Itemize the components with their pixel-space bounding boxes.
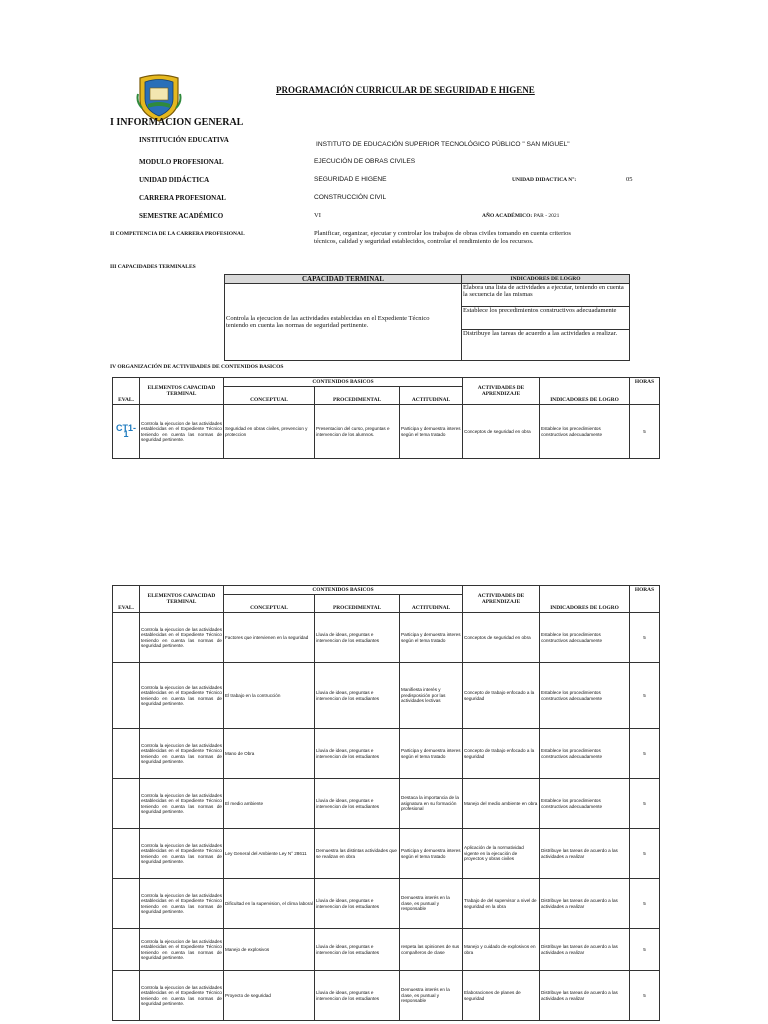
actitudinal-cell: Manifiesta interés y predisposición por las actividades lectivas [400,663,463,729]
header-eval: EVAL. [113,378,140,405]
conceptual-cell: El trabajo en la contrucción [224,663,315,729]
header-elementos: ELEMENTOS CAPACIDAD TERMINAL [140,378,224,405]
header-eval: EVAL. [113,586,140,613]
competencia-text-line1: Planificar, organizar, ejecutar y controlar los trabajos de obras civiles tomando en cuenta criterios [314,230,571,237]
actividades-cell: Aplicación de la normatividad vigente en la ejecución de proyectos y obras civiles [463,829,540,879]
header-actividades: ACTIVIDADES DE APRENDIZAJE [463,378,540,405]
conceptual-cell: El medio ambiente [224,779,315,829]
table-row [113,779,660,829]
actitudinal-cell: Participa y demuestra interes según el tema tratado [400,729,463,779]
table-row [113,405,660,459]
col-capacidad-terminal: CAPACIDAD TERMINAL [225,275,462,284]
table-row [113,663,660,729]
procedimental-cell: Demuestra las distintas actividades que se realizan en obra [315,829,400,879]
actitudinal-cell: Demuestra interés en la clase, es puntual y responsable [400,971,463,1021]
indicadores-cell: Distribuye las tareas de acuerdo a las actividades a realizar [540,971,630,1021]
horas-cell: 5 [630,405,660,459]
semestre-label: SEMESTRE ACADÉMICO [139,212,224,220]
elemento-cell: Controla la ejecucion de las actividades establecidas en el Expediente Técnico teniendo en cuenta las normas de seguridad pertinente. [140,879,224,929]
horas-cell: 5 [630,971,660,1021]
anio-academico [482,213,559,219]
conceptual-cell: Ley General del Ambiente Ley N° 28611 [224,829,315,879]
procedimental-cell: Lluvia de ideas, preguntas e intervencion de los estudiantes [315,663,400,729]
eval-code [113,663,140,729]
conceptual-cell: Dificultad en la supervision, el clima laboral [224,879,315,929]
indicador-logro: Establece los precedimientos constructivos adecuadamente [462,307,630,330]
eval-code [113,729,140,779]
capacidad-terminal-table [224,274,630,361]
section-heading-informacion-general: I INFORMACION GENERAL [110,117,244,128]
horas-cell: 5 [630,779,660,829]
procedimental-cell: Lluvia de ideas, preguntas e intervencion de los estudiantes [315,971,400,1021]
procedimental-cell: Lluvia de ideas, preguntas e intervencion de los estudiantes [315,929,400,971]
header-horas: HORAS [630,586,660,613]
conceptual-cell: Seguridad en obras civiles, prevencion y proteccion [224,405,315,459]
unidad-value: SEGURIDAD E HIGENE [314,176,387,183]
indicador-logro: Distribuye las tareas de acuerdo a las actividades a realizar. [462,330,630,361]
eval-code [113,879,140,929]
horas-cell: 5 [630,879,660,929]
carrera-value: CONSTRUCCIÓN CIVIL [314,194,387,201]
indicadores-cell: Establece los procedimientos constructivos adecuadamente [540,613,630,663]
competencia-text-line2: técnicos, calidad y seguridad establecidos, controlar el rendimiento de los recursos. [314,238,534,245]
semestre-value: VI [314,212,321,219]
institution-crest-icon [136,72,182,122]
conceptual-cell: Factores que intervienen en la seguridad [224,613,315,663]
unidad-label: UNIDAD DIDÁCTICA [139,176,210,184]
header-horas: HORAS [630,378,660,405]
actividades-cell: Conceptos de seguridad en obra [463,405,540,459]
contenidos-table-2 [112,585,660,1021]
indicadores-cell: Distribuye las tareas de acuerdo a las actividades a realizar [540,929,630,971]
actitudinal-cell: Demuestra interés en la clase, es puntual y responsable [400,879,463,929]
modulo-label: MODULO PROFESIONAL [139,158,224,166]
capacidad-text-line1: Controla la ejecucion de las actividades establecidas en el Expediente Técnico [226,315,430,322]
horas-cell: 5 [630,613,660,663]
anio-value: PAR - 2021 [533,213,560,219]
header-actividades: ACTIVIDADES DE APRENDIZAJE [463,586,540,613]
section-heading-capacidades: III CAPACIDADES TERMINALES [110,264,196,270]
elemento-cell: Controla la ejecucion de las actividades establecidas en el Expediente Técnico teniendo en cuenta las normas de seguridad pertinente. [140,971,224,1021]
horas-cell: 5 [630,829,660,879]
eval-code [113,779,140,829]
horas-cell: 5 [630,729,660,779]
header-indicadores: INDICADORES DE LOGRO [540,586,630,613]
table-row [113,829,660,879]
header-contenidos: CONTENIDOS BASICOS [224,586,463,595]
actividades-cell: Conceptos de seguridad en obra [463,613,540,663]
unidad-numero-value: 05 [626,176,633,183]
indicadores-cell: Establece los precedimientos constructivos adecuadamente [540,405,630,459]
header-elementos: ELEMENTOS CAPACIDAD TERMINAL [140,586,224,613]
elemento-cell: Controla la ejecucion de las actividades establecidas en el Expediente Técnico teniendo en cuenta las normas de seguridad pertinente. [140,405,224,459]
elemento-cell: Controla la ejecucion de las actividades establecidas en el Expediente Técnico teniendo en cuenta las normas de seguridad pertinente. [140,929,224,971]
horas-cell: 5 [630,663,660,729]
eval-code [113,613,140,663]
actitudinal-cell: respeta las opiniones de sus compañeros de clase [400,929,463,971]
indicadores-cell: Distribuye las tareas de acuerdo a las actividades a realizar [540,829,630,879]
header-conceptual: CONCEPTUAL [224,595,315,613]
table-row [113,613,660,663]
modulo-value: EJECUCIÓN DE OBRAS CIVILES [314,158,416,165]
procedimental-cell: Lluvia de ideas, preguntas e intervencion de los estudiantes [315,729,400,779]
procedimental-cell: Lluvia de ideas, preguntas e intervencion de los estudiantes [315,879,400,929]
procedimental-cell: Presentacion del curso, preguntas e intervencion de los alumnos. [315,405,400,459]
contenidos-rows [113,613,660,1021]
header-procedimental: PROCEDIMENTAL [315,387,400,405]
header-indicadores: INDICADORES DE LOGRO [540,378,630,405]
eval-code: CT1-1 [113,405,140,459]
elemento-cell: Controla la ejecucion de las actividades establecidas en el Expediente Técnico teniendo en cuenta las normas de seguridad pertinente. [140,779,224,829]
eval-code [113,829,140,879]
table-row [113,729,660,779]
indicadores-cell: Establece los procedimientos constructivos adecuadamente [540,729,630,779]
table-row [113,929,660,971]
section-heading-competencia: II COMPETENCIA DE LA CARRERA PROFESIONAL [110,231,245,237]
header-contenidos: CONTENIDOS BASICOS [224,378,463,387]
horas-cell: 5 [630,929,660,971]
institucion-value: INSTITUTO DE EDUCACIÓN SUPERIOR TECNOLÓGICO PÚBLICO " SAN MIGUEL" [316,141,570,148]
procedimental-cell: Lluvia de ideas, preguntas e intervencion de los estudiantes [315,613,400,663]
indicadores-cell: Establece los procedimientos constructivos adecuadamente [540,663,630,729]
carrera-label: CARRERA PROFESIONAL [139,194,226,202]
procedimental-cell: Lluvia de ideas, preguntas e intervencion de los estudiantes [315,779,400,829]
actitudinal-cell: Destaca la importancia de la asignatura en su formación profesional [400,779,463,829]
indicadores-cell: Establece los procedimientos constructivos adecuadamente [540,779,630,829]
document-title: PROGRAMACIÓN CURRICULAR DE SEGURIDAD E HIGENE [276,85,535,95]
header-procedimental: PROCEDIMENTAL [315,595,400,613]
actitudinal-cell: Participa y demuestra interes según el tema tratado [400,829,463,879]
header-actitudinal: ACTITUDINAL [400,387,463,405]
elemento-cell: Controla la ejecucion de las actividades establecidas en el Expediente Técnico teniendo en cuenta las normas de seguridad pertinente. [140,613,224,663]
actitudinal-cell: Participa y demuestra interes según el tema tratado [400,613,463,663]
actividades-cell: Manejo y cuidado de explosivos en obra [463,929,540,971]
actividades-cell: Concepto de trabajo enfocado a la seguridad [463,663,540,729]
capacidad-cell [225,284,462,361]
table-row [113,971,660,1021]
col-indicadores-logro: INDICADORES DE LOGRO [462,275,630,284]
actividades-cell: Manejo del medio ambiente en obra [463,779,540,829]
actividades-cell: Trabajo de del supervisor a nivel de seguridad en la obra [463,879,540,929]
header-conceptual: CONCEPTUAL [224,387,315,405]
contenidos-table-1 [112,377,660,459]
anio-label: AÑO ACADÉMICO: [482,213,533,219]
elemento-cell: Controla la ejecucion de las actividades establecidas en el Expediente Técnico teniendo en cuenta las normas de seguridad pertinente. [140,663,224,729]
indicador-logro: Elabora una lista de actividades a ejecutar, teniendo en cuenta la secuencia de las mismas [462,284,630,307]
elemento-cell: Controla la ejecucion de las actividades establecidas en el Expediente Técnico teniendo en cuenta las normas de seguridad pertinente. [140,729,224,779]
conceptual-cell: Manejo de explosivos [224,929,315,971]
header-actitudinal: ACTITUDINAL [400,595,463,613]
capacidad-text-line2: teniendo en cuenta las normas de seguridad pertinente. [226,322,369,329]
conceptual-cell: Proyecto de seguridad [224,971,315,1021]
actividades-cell: Concepto de trabajo enfocado a la seguridad [463,729,540,779]
actividades-cell: Elaboraciones de planes de seguridad [463,971,540,1021]
section-heading-organizacion: IV ORGANIZACIÓN DE ACTIVIDADES DE CONTENIDOS BASICOS [110,364,284,370]
elemento-cell: Controla la ejecucion de las actividades establecidas en el Expediente Técnico teniendo en cuenta las normas de seguridad pertinente. [140,829,224,879]
eval-code [113,971,140,1021]
actitudinal-cell: Participa y demuestra interes según el tema tratado [400,405,463,459]
eval-code [113,929,140,971]
table-row [113,879,660,929]
indicadores-cell: Distribuye las tareas de acuerdo a las actividades a realizar [540,879,630,929]
institucion-label: INSTITUCIÓN EDUCATIVA [139,136,229,144]
conceptual-cell: Mano de Obra [224,729,315,779]
unidad-numero-label: UNIDAD DIDACTICA N°: [512,177,577,183]
